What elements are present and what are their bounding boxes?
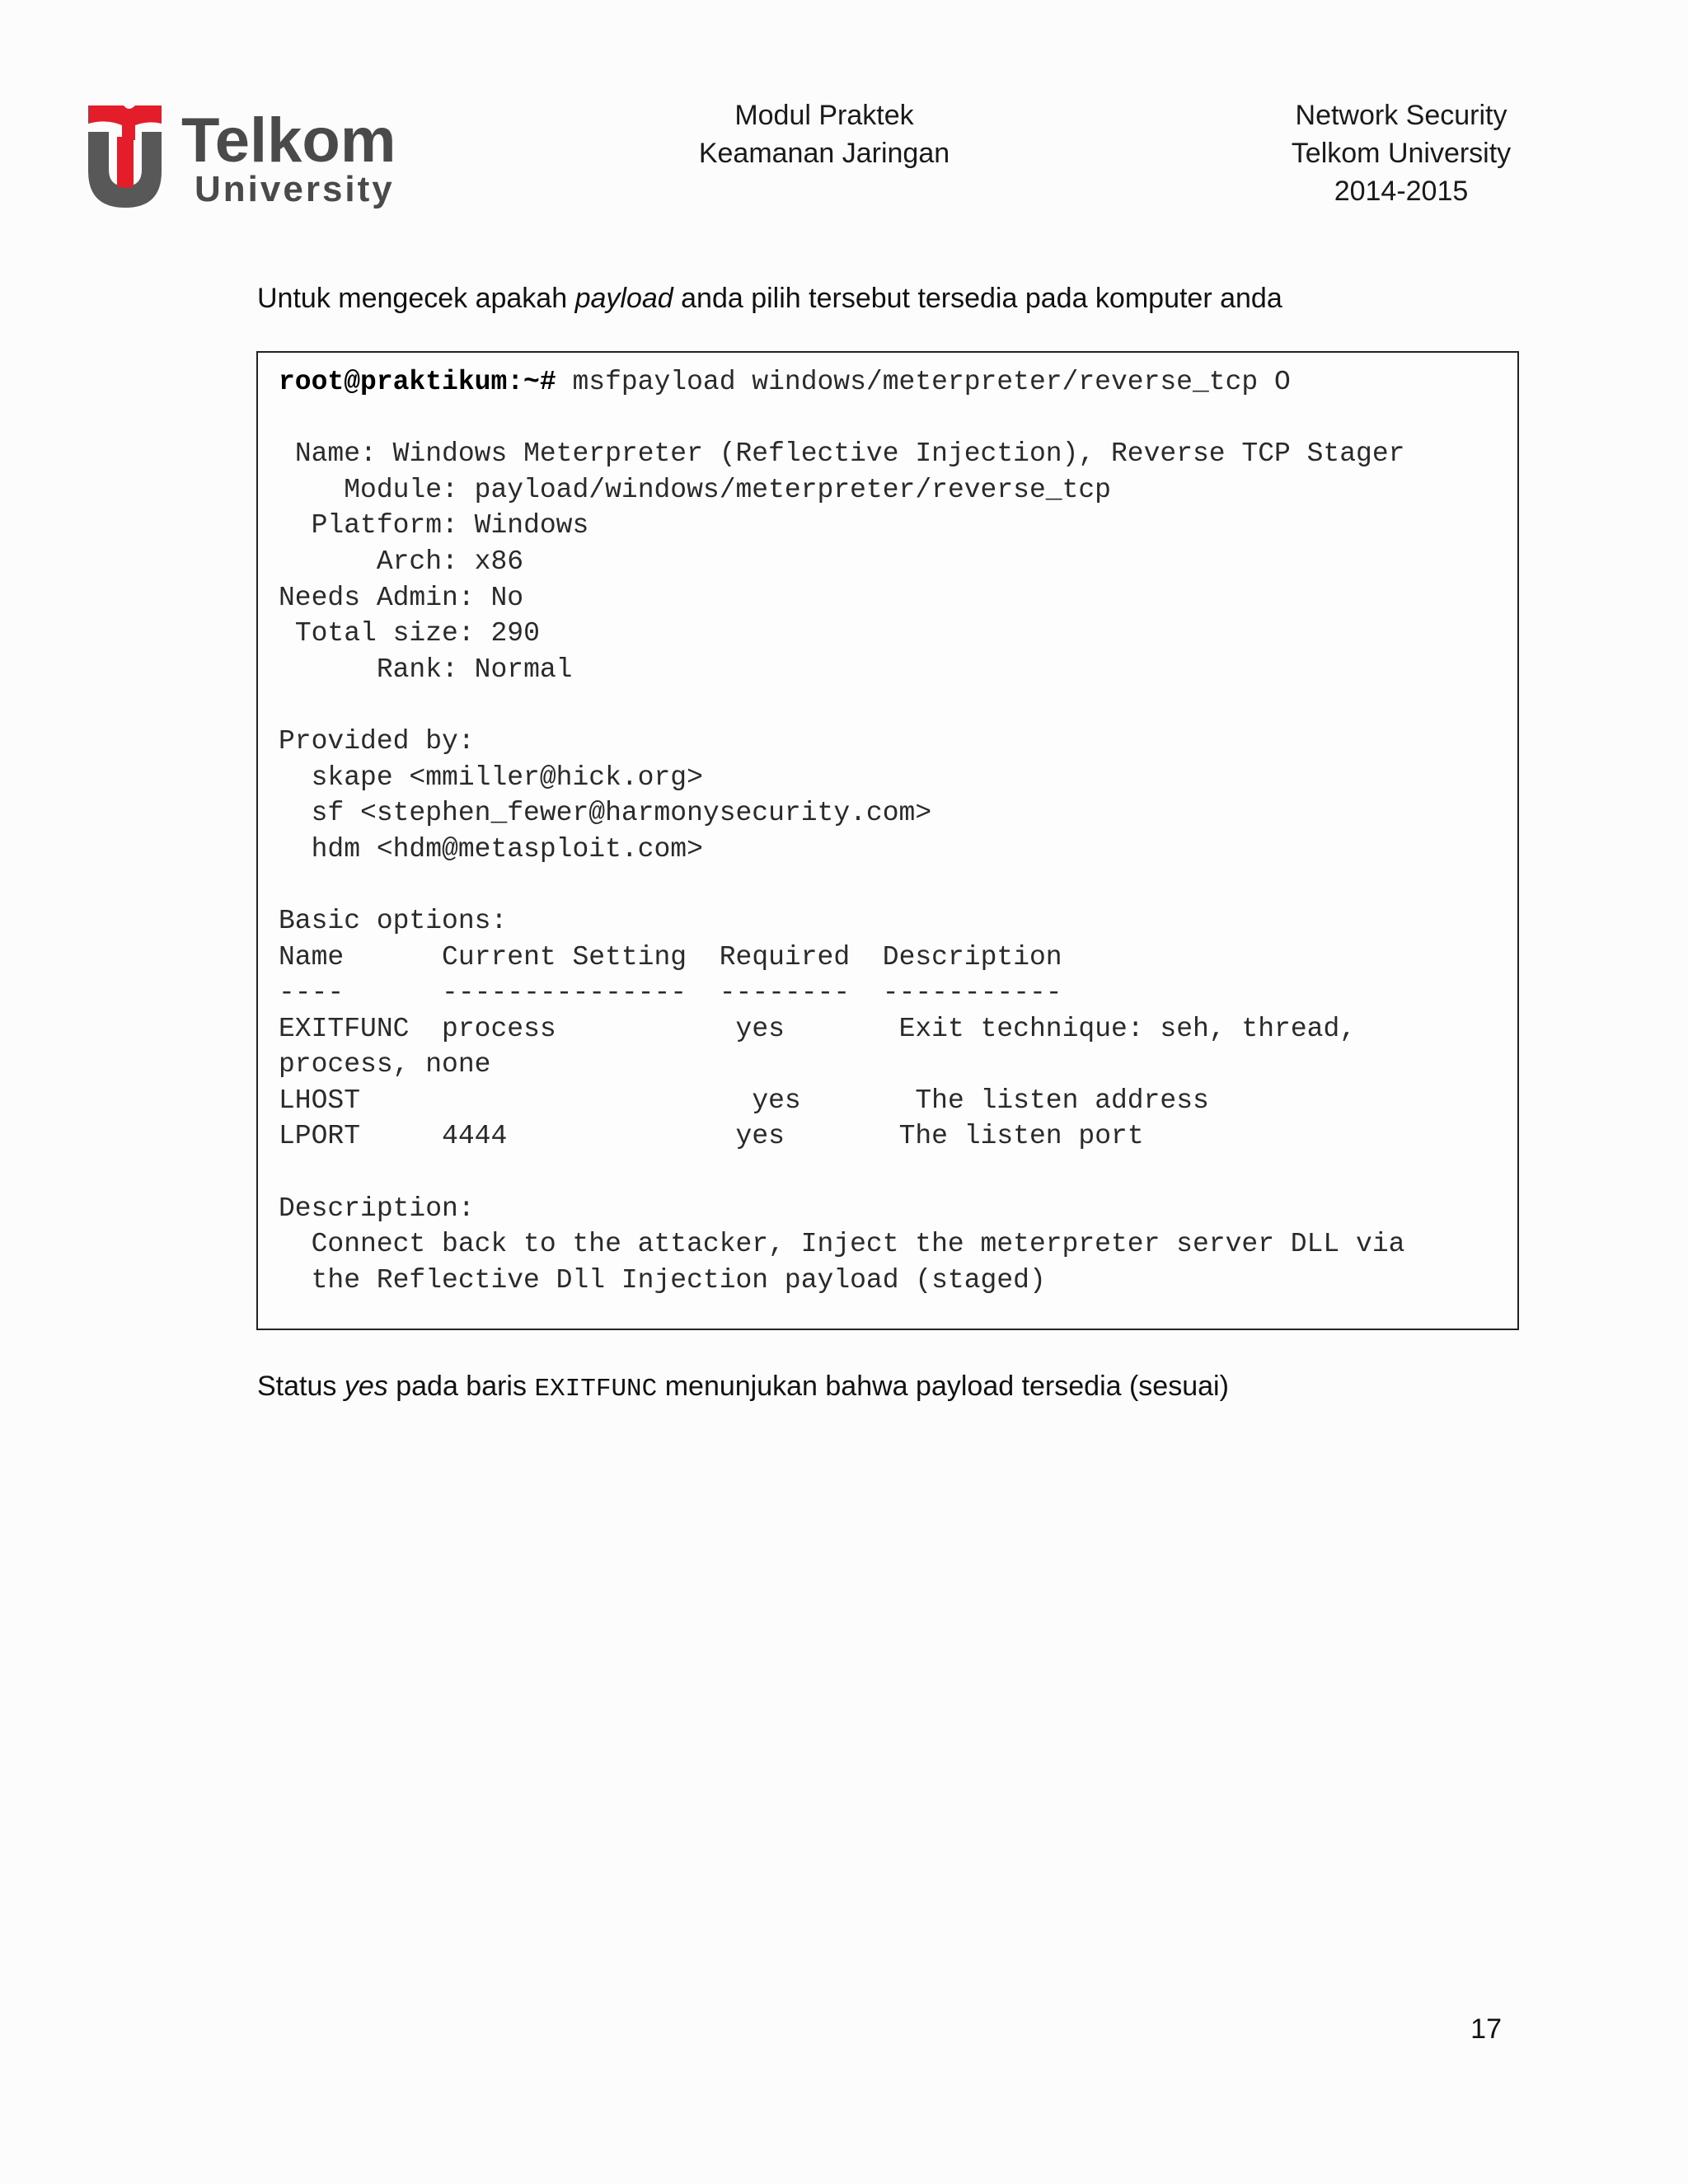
- provided-by-label: Provided by:: [279, 725, 475, 757]
- intro-paragraph: [257, 283, 1282, 315]
- info-value: 290: [490, 618, 540, 649]
- header-course: Network Security: [1295, 100, 1507, 131]
- provider-line: skape <mmiller@hick.org>: [311, 762, 703, 793]
- options-separator: --------: [719, 977, 851, 1009]
- terminal-text: root@praktikum:~# msfpayload windows/meterpreter/reverse_tcp O Name: Windows Meterpreter (Reflective Injection), Reverse TCP Stager Module: payload/windows/meterpreter/reverse_tcp Platform: Windows Arch: x86 Needs Admin: No Total size: 290 Rank: Normal Provided by: skape <mmiller@hick.org> sf <stephen_fewer@harmonysecurity.com> hdm <hdm@metasploit.com> Basic options: Name Current Setting Required Description ---- --------------- -------- ----------- EXITFUNC process yes Exit technique: seh, thread, process, none LHOST yes The listen address LPORT 4444 yes The listen port Description: Connect back to the attacker, Inject the meterpreter server DLL via the Reflective Dll Injection payload (staged): [279, 367, 1405, 1296]
- option-name: LPORT: [279, 1121, 361, 1152]
- options-header-name: Name: [279, 941, 345, 972]
- status-text-1: Status: [257, 1371, 345, 1402]
- provider-line: sf <stephen_fewer@harmonysecurity.com>: [311, 798, 932, 829]
- header-center: [659, 96, 989, 172]
- info-key: Total size: [294, 618, 458, 649]
- status-italic: yes: [344, 1371, 388, 1402]
- option-name: LHOST: [279, 1085, 361, 1116]
- logo-wordmark-university: University: [195, 169, 395, 209]
- info-key: Name: [294, 438, 361, 470]
- page-number: 17: [1470, 2013, 1502, 2045]
- status-text-2: pada baris: [387, 1371, 535, 1402]
- options-separator: ---------------: [442, 977, 687, 1009]
- status-paragraph: [257, 1371, 1229, 1404]
- header-year: 2014-2015: [1334, 176, 1469, 207]
- intro-text-1: Untuk mengecek apakah: [257, 283, 575, 314]
- option-description: The listen address: [915, 1085, 1209, 1116]
- info-value: Normal: [474, 654, 573, 685]
- status-text-3: menunjukan bahwa payload tersedia (sesuai): [657, 1371, 1229, 1402]
- options-separator: -----------: [882, 977, 1062, 1009]
- header-right: [1261, 96, 1541, 210]
- option-required: yes: [735, 1121, 785, 1152]
- option-setting: process: [442, 1013, 556, 1044]
- logo-wordmark-telkom: Telkom: [181, 105, 396, 176]
- header-institution: Telkom University: [1291, 138, 1512, 169]
- option-setting: 4444: [442, 1121, 508, 1152]
- options-header-setting: Current Setting: [442, 941, 687, 972]
- description-line: the Reflective Dll Injection payload (staged): [311, 1264, 1046, 1296]
- option-required: yes: [735, 1013, 785, 1044]
- info-key: Needs Admin: [279, 582, 458, 613]
- options-header-description: Description: [882, 941, 1062, 972]
- info-value: Windows Meterpreter (Reflective Injection), Reverse TCP Stager: [392, 438, 1405, 470]
- options-header-required: Required: [719, 941, 851, 972]
- info-value: No: [490, 582, 524, 613]
- intro-italic: payload: [574, 283, 673, 314]
- basic-options-label: Basic options:: [279, 905, 508, 936]
- header-module-subtitle: Keamanan Jaringan: [698, 138, 950, 169]
- option-name: EXITFUNC: [279, 1013, 410, 1044]
- logo-emblem-icon: [88, 105, 162, 208]
- intro-text-2: anda pilih tersebut tersedia pada komputer anda: [673, 283, 1282, 314]
- header-module-title: Modul Praktek: [734, 100, 914, 131]
- status-code: EXITFUNC: [534, 1375, 658, 1404]
- info-value: payload/windows/meterpreter/reverse_tcp: [474, 474, 1111, 505]
- terminal-command: msfpayload windows/meterpreter/reverse_tcp O: [556, 367, 1291, 397]
- info-value: x86: [474, 546, 524, 577]
- telkom-university-logo: [84, 104, 430, 211]
- terminal-prompt: root@praktikum:~#: [279, 367, 556, 397]
- description-line: Connect back to the attacker, Inject the meterpreter server DLL via: [311, 1229, 1405, 1260]
- option-description: Exit technique: seh, thread,: [898, 1013, 1357, 1044]
- info-key: Platform: [311, 510, 443, 541]
- info-key: Arch: [376, 546, 443, 577]
- options-separator: ----: [279, 977, 345, 1009]
- info-key: Rank: [376, 654, 443, 685]
- description-label: Description:: [279, 1193, 475, 1224]
- option-description: The listen port: [898, 1121, 1144, 1152]
- info-key: Module: [344, 474, 443, 505]
- provider-line: hdm <hdm@metasploit.com>: [311, 833, 703, 865]
- terminal-output-box: [256, 351, 1519, 1330]
- option-required: yes: [752, 1085, 801, 1116]
- option-description-continuation: process, none: [279, 1049, 491, 1080]
- info-value: Windows: [474, 510, 589, 541]
